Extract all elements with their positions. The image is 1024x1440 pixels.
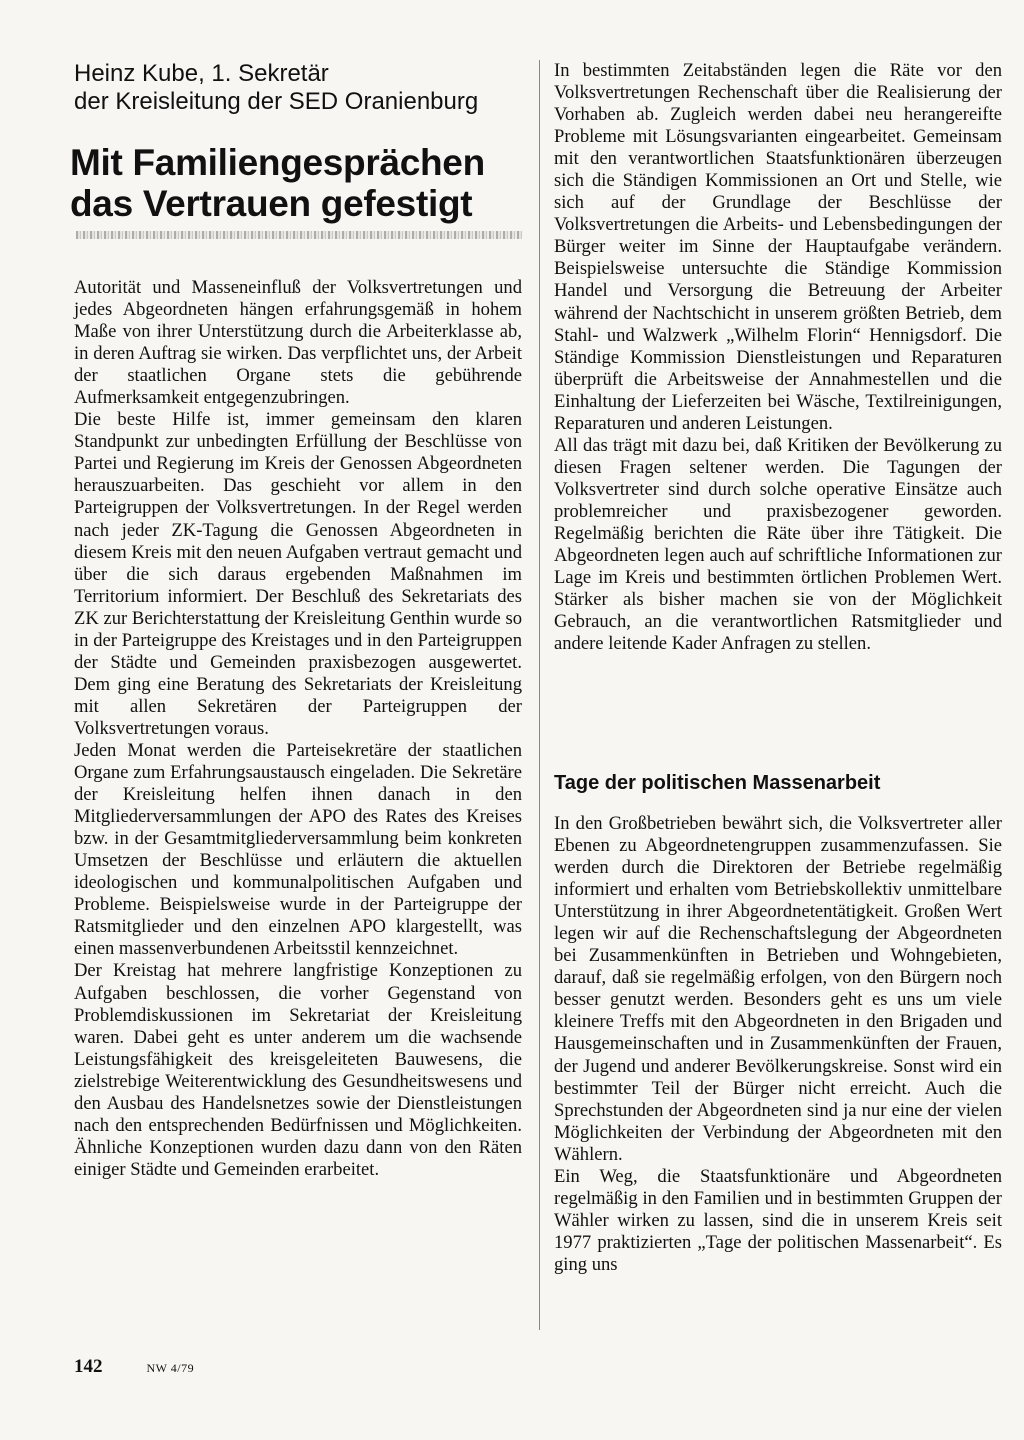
headline-line-2: das Vertrauen gefestigt bbox=[70, 183, 473, 224]
right-column-bottom bbox=[554, 813, 1002, 1276]
right-paragraph-3: In den Großbetrieben bewährt sich, die Volksvertreter aller Ebenen zu Abgeordnetengruppen zusammenzufassen. Sie werden durch die Direktoren der Betriebe regelmäßig informiert und erhalten vom Betriebskollektiv unmittelbare Unterstützung in ihrer Abgeordnetentätigkeit. Großen Wert legen wir auf die Rechenschaftslegung der Abgeordneten bei Zusammenkünften in Betrieben und Wohngebieten, darauf, daß sie regelmäßig erfolgen, von den Bürgern noch besser genutzt werden. Besonders geht es uns um viele kleinere Treffs mit den Abgeordneten in den Brigaden und Hausgemeinschaften und in Zusammenkünften der Frauen, der Jugend und anderer Bevölkerungskreise. Sonst wird ein bestimmter Teil der Bürger nicht erreicht. Auch die Sprechstunden der Abgeordneten sind ja nur eine der vielen Möglichkeiten der Verbindung der Abgeordneten mit den Wählern. bbox=[554, 813, 1002, 1165]
right-paragraph-2: All das trägt mit dazu bei, daß Kritiken der Bevölkerung zu diesen Fragen seltener werden. Die Tagungen der Volksvertreter sind durch solche operative Einsätze auch problemreicher und praxisbezogener geworden. Regelmäßig berichten die Räte über ihre Tätigkeit. Die Abgeordneten legen auch auf schriftliche Informationen zur Lage im Kreis und bestimmten örtlichen Problemen Wert. Stärker als bisher machen sie von der Möglichkeit Gebrauch, an die verantwortlichen Ratsmitglieder und andere leitende Kader Anfragen zu stellen. bbox=[554, 434, 1002, 655]
article-headline bbox=[70, 142, 530, 224]
left-column bbox=[74, 277, 522, 1181]
section-subheading: Tage der politischen Massenarbeit bbox=[554, 772, 881, 794]
left-paragraph-2: Die beste Hilfe ist, immer gemeinsam den klaren Standpunkt zur unbedingten Erfüllung der Beschlüsse von Partei und Regierung im Kreis der Genossen Abgeordneten herauszuarbeiten. Das geschieht vor allem in den Parteigruppen der Volksvertretungen. In der Regel werden nach jeder ZK-Tagung die Genossen Abgeordneten in diesem Kreis mit den neuen Aufgaben vertraut gemacht und über die sich daraus ergebenden Maßnahmen im Territorium informiert. Der Beschluß des Sekretariats des ZK zur Berichterstattung der Kreisleitung Genthin wurde so in der Parteigruppe des Kreistages und in den Parteigruppen der Städte und Gemeinden praxisbezogen ausgewertet. Dem ging eine Beratung des Sekretariats der Kreisleitung mit allen Sekretären der Parteigruppen der Volksvertretungen voraus. bbox=[74, 409, 522, 739]
issue-label: NW 4/79 bbox=[146, 1361, 195, 1375]
column-divider bbox=[539, 60, 540, 1330]
right-paragraph-4: Ein Weg, die Staatsfunktionäre und Abgeordneten regelmäßig in den Familien und in bestimmten Gruppen der Wähler wirken zu lassen, sind die in unserem Kreis seit 1977 praktizierten „Tage der politischen Massenarbeit“. Es ging uns bbox=[554, 1165, 1002, 1275]
right-column-top bbox=[554, 60, 1002, 655]
author-name-line: Heinz Kube, 1. Sekretär bbox=[74, 60, 329, 87]
left-paragraph-4: Der Kreistag hat mehrere langfristige Konzeptionen zu Aufgaben beschlossen, die vorher Gegenstand von Problemdiskussionen im Sekretariat der Kreisleitung waren. Dabei geht es unter anderem um die wachsende Leistungsfähigkeit des kreisgeleiteten Bauwesens, die zielstrebige Weiterentwicklung des Gesundheitswesens und den Ausbau des Handelsnetzes sowie der Dienstleistungen nach den entsprechenden Bedürfnissen und Möglichkeiten. Ähnliche Konzeptionen wurden dazu dann von den Räten einiger Städte und Gemeinden erarbeitet. bbox=[74, 960, 522, 1180]
author-byline bbox=[74, 60, 534, 116]
left-paragraph-1: Autorität und Masseneinfluß der Volksvertretungen und jedes Abgeordneten hängen erfahrungsgemäß in hohem Maße von ihrer Unterstützung durch die Arbeiterklasse ab, in deren Auftrag sie wirken. Das verpflichtet uns, der Arbeit der staatlichen Organe stets die gebührende Aufmerksamkeit entgegenzubringen. bbox=[74, 277, 522, 409]
author-position-line: der Kreisleitung der SED Oranienburg bbox=[74, 88, 479, 115]
left-paragraph-3: Jeden Monat werden die Parteisekretäre der staatlichen Organe zum Erfahrungsaustausch eingeladen. Die Sekretäre der Kreisleitung helfen ihnen danach in den Mitgliederversammlungen der APO des Rates des Kreises bzw. in der Gesamtmitgliederversammlung beim konkreten Umsetzen der Beschlüsse und erläutern die aktuellen ideologischen und kommunalpolitischen Aufgaben und Probleme. Beispielsweise wurde in der Parteigruppe der Ratsmitglieder und den einzelnen APO klargestellt, was einen massenverbundenen Arbeitsstil kennzeichnet. bbox=[74, 739, 522, 960]
page-number: 142 bbox=[74, 1356, 103, 1377]
headline-decorative-rule bbox=[76, 231, 522, 239]
right-paragraph-1: In bestimmten Zeitabständen legen die Räte vor den Volksvertretungen Rechenschaft über die Realisierung der Vorhaben ab. Zugleich werden dabei neu herangereifte Probleme mit Lösungsvarianten eingearbeitet. Gemeinsam mit den verantwortlichen Staatsfunktionären überzeugen sich die Ständigen Kommissionen an Ort und Stelle, wie sich auf der Grundlage der Beschlüsse der Volksvertretungen die Arbeits- und Lebensbedingungen der Bürger weiter im Sinne der Hauptaufgabe verändern. Beispielsweise untersuchte die Ständige Kommission Handel und Versorgung die Betreuung der Arbeiter während der Nachtschicht in unserem größten Betrieb, dem Stahl- und Walzwerk „Wilhelm Florin“ Hennigsdorf. Die Ständige Kommission Dienstleistungen und Reparaturen überprüft die Arbeitsweise der Annahmestellen und die Einhaltung der Lieferzeiten bei Wäsche, Textilreinigungen, Reparaturen und anderen Leistungen. bbox=[554, 60, 1002, 434]
page-footer bbox=[74, 1356, 194, 1378]
headline-line-1: Mit Familiengesprächen bbox=[70, 142, 485, 183]
